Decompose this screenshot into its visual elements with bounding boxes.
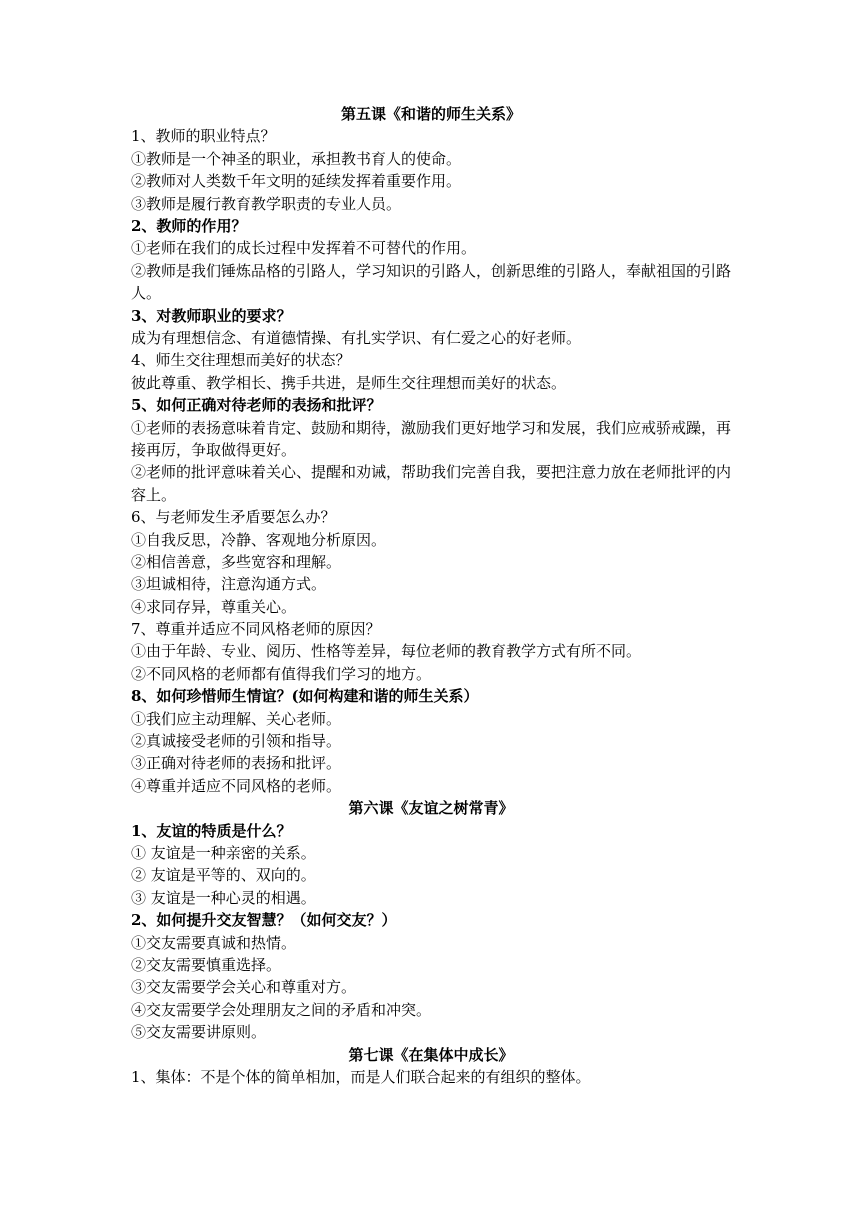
- answer-line: ③坦诚相待，注意沟通方式。: [131, 575, 327, 594]
- answer-line: ③教师是履行教育教学职责的专业人员。: [131, 194, 402, 213]
- question-heading: 1、友谊的特质是什么？: [131, 821, 292, 840]
- answer-line: ②不同风格的老师都有值得我们学习的地方。: [131, 664, 432, 683]
- question-heading: 7、尊重并适应不同风格老师的原因？: [131, 620, 381, 639]
- answer-line: ③ 友谊是一种心灵的相遇。: [131, 888, 316, 907]
- lesson-7-title: 第七课《在集体中成长》: [348, 1045, 514, 1064]
- question-heading: 6、与老师发生矛盾要怎么办？: [131, 508, 336, 527]
- answer-line: ②教师对人类数千年文明的延续发挥着重要作用。: [131, 172, 462, 191]
- answer-line: ④尊重并适应不同风格的老师。: [131, 776, 342, 795]
- answer-line: 1、集体：不是个体的简单相加，而是人们联合起来的有组织的整体。: [131, 1067, 591, 1086]
- answer-line: ①教师是一个神圣的职业，承担教书育人的使命。: [131, 149, 462, 168]
- answer-line: ④交友需要学会处理朋友之间的矛盾和冲突。: [131, 1000, 432, 1019]
- answer-line: ①老师在我们的成长过程中发挥着不可替代的作用。: [131, 239, 477, 258]
- answer-line: ②相信善意，多些宽容和理解。: [131, 552, 342, 571]
- answer-line: ②交友需要慎重选择。: [131, 955, 282, 974]
- question-heading: 2、教师的作用？: [131, 216, 247, 235]
- lesson-6-title: 第六课《友谊之树常青》: [348, 799, 514, 818]
- question-heading: 5、如何正确对待老师的表扬和批评？: [131, 396, 382, 415]
- answer-line: ②真诚接受老师的引领和指导。: [131, 732, 342, 751]
- document-page: [131, 103, 731, 1088]
- answer-line: ②老师的批评意味着关心、提醒和劝诫，帮助我们完善自我，要把注意力放在老师批评的内容上。: [131, 463, 732, 504]
- answer-line: ②教师是我们锤炼品格的引路人，学习知识的引路人，创新思维的引路人，奉献祖国的引路人。: [131, 261, 732, 303]
- answer-line: 成为有理想信念、有道德情操、有扎实学识、有仁爱之心的好老师。: [131, 328, 582, 347]
- answer-line: 彼此尊重、教学相长、携手共进，是师生交往理想而美好的状态。: [131, 373, 567, 392]
- answer-line: ①由于年龄、专业、阅历、性格等差异，每位老师的教育教学方式有所不同。: [131, 642, 642, 661]
- answer-line: ①自我反思，冷静、客观地分析原因。: [131, 530, 387, 549]
- answer-line: ⑤交友需要讲原则。: [131, 1023, 267, 1042]
- answer-line: ③正确对待老师的表扬和批评。: [131, 754, 342, 773]
- lesson-5-title: 第五课《和谐的师生关系》: [340, 105, 521, 123]
- answer-line: ② 友谊是平等的、双向的。: [131, 866, 316, 885]
- answer-line: ④求同存异，尊重关心。: [131, 597, 297, 616]
- answer-line: ①老师的表扬意味着肯定、鼓励和期待，激励我们更好地学习和发展，我们应戒骄戒躁，再接再厉，争取做得更好。: [131, 418, 732, 459]
- answer-line: ①交友需要真诚和热情。: [131, 933, 297, 952]
- question-heading: 8、如何珍惜师生情谊？(如何构建和谐的师生关系）: [131, 687, 479, 706]
- question-heading: 4、师生交往理想而美好的状态？: [131, 351, 351, 370]
- question-heading: 1、教师的职业特点？: [131, 127, 276, 146]
- answer-line: ①我们应主动理解、关心老师。: [131, 709, 342, 728]
- answer-line: ③交友需要学会关心和尊重对方。: [131, 978, 357, 997]
- question-heading: 3、对教师职业的要求？: [131, 306, 292, 325]
- question-heading: 2、如何提升交友智慧？（如何交友？）: [131, 911, 397, 930]
- answer-line: ① 友谊是一种亲密的关系。: [131, 843, 316, 862]
